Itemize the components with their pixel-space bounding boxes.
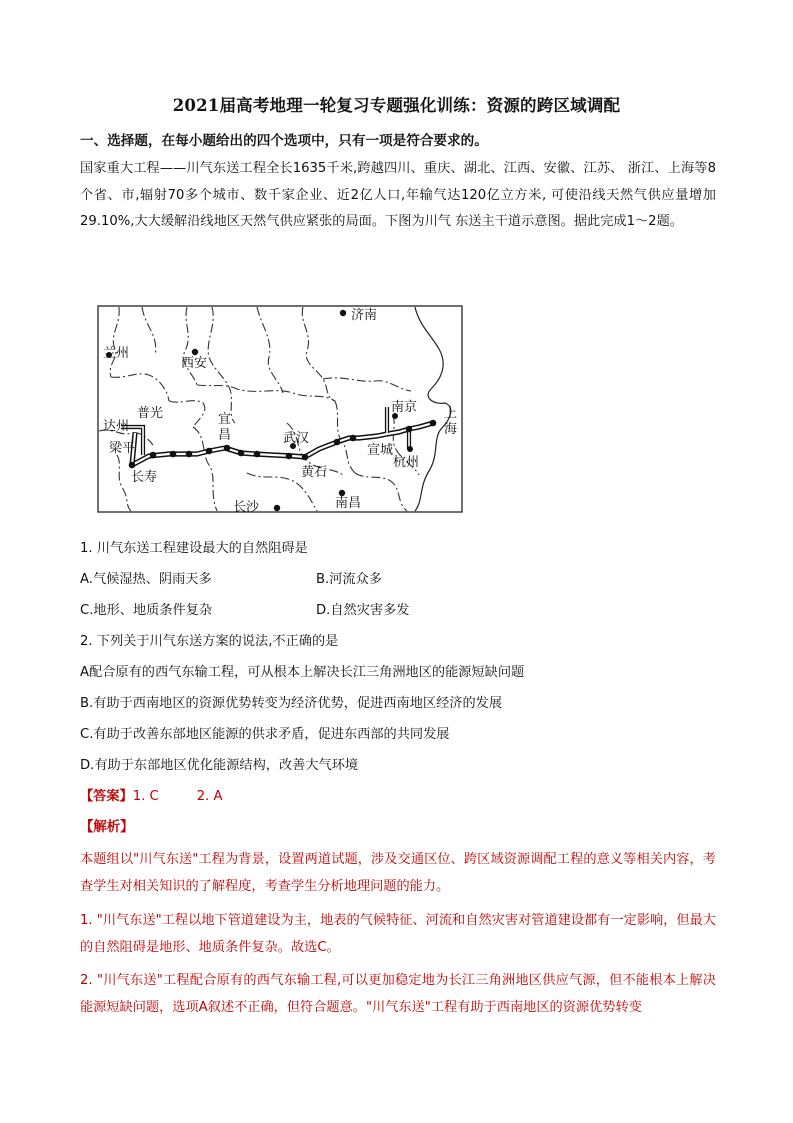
q1-option-a: A.气候湿热、阴雨天多 [80,572,212,587]
label-lanzhou: 兰州 [103,346,130,361]
label-dazhou: 达州 [103,419,130,434]
label-changshou: 长寿 [131,470,158,485]
label-xian: 西安 [181,356,208,371]
q1-option-d: D.自然灾害多发 [316,603,410,618]
answer-label: 【答案】 [80,789,133,804]
document-title: 2021届高考地理一轮复习专题强化训练：资源的跨区域调配 [172,96,621,115]
section-heading: 一、选择题，在每小题给出的四个选项中，只有一项是符合要求的。 [80,133,488,149]
label-yichang: 宜昌 [218,412,232,443]
station [406,426,413,433]
q2-option-a: A配合原有的西气东输工程，可从根本上解决长江三角洲地区的能源短缺问题 [80,665,525,680]
label-nanchang: 南昌 [335,496,362,511]
question-1-stem: 1. 川气东送工程建设最大的自然阻碍是 [80,541,308,556]
pipeline-map-svg [97,305,463,513]
q2-option-d: D.有助于东部地区优化能源结构，改善大气环境 [80,758,359,773]
answer-1: 1. C [132,789,159,804]
label-nanjing: 南京 [391,400,418,415]
station [150,452,157,459]
station [170,451,177,458]
q1-option-c: C.地形、地质条件复杂 [80,603,213,618]
station [334,439,341,446]
city-dot-jinan [340,310,346,316]
q2-option-b: B.有助于西南地区的资源优势转变为经济优势，促进西南地区经济的发展 [80,696,503,711]
station [350,435,357,442]
station-huangshi [302,454,309,461]
answer-line [80,785,223,804]
answer-2: 2. A [196,789,223,804]
label-shanghai: 上海 [444,406,458,437]
station [286,453,293,460]
label-xuancheng: 宣城 [367,443,394,458]
station [206,448,213,455]
station [254,451,261,458]
label-changsha: 长沙 [233,500,260,513]
analysis-intro: 本题组以"川气东送"工程为背景，设置两道试题，涉及交通区位、跨区域资源调配工程的意义等相关内容，考查学生对相关知识的了解程度，考查学生分析地理问题的能力。 [80,852,716,894]
intro-paragraph: 国家重大工程——川气东送工程全长1635千米,跨越四川、重庆、湖北、江西、安徽、江苏、 浙江、上海等8个省、市,辐射70多个城市、数千家企业、近2亿人口,年输气达120亿立方米, 可使沿线天然气供应量增加29.10%,大大缓解沿线地区天然气供应紧张的局面。下图为川气 东送主干道示意图。据此完成1～2题。 [80,161,716,229]
label-puguang: 普光 [137,406,164,421]
q1-option-b: B.河流众多 [316,572,382,587]
station [224,445,231,452]
station [238,450,245,457]
station-shanghai [430,420,437,427]
station [186,451,193,458]
question-2-stem: 2. 下列关于川气东送方案的说法,不正确的是 [80,634,339,649]
label-huangshi: 黄石 [301,465,328,480]
station-changshou [129,462,136,469]
city-dot-hangzhou [407,446,413,452]
analysis-q2: 2. "川气东送"工程配合原有的西气东输工程,可以更加稳定地为长江三角洲地区供应气源，但不能根本上解决能源短缺问题，选项A叙述不正确，但符合题意。"川气东送"工程有助于西南地区的资源优势转变 [80,973,716,1015]
analysis-q1: 1. "川气东送"工程以地下管道建设为主，地表的气候特征、河流和自然灾害对管道建设都有一定影响，但最大的自然阻碍是地形、地质条件复杂。故选C。 [80,913,716,955]
label-liangping: 梁平 [109,441,136,456]
label-jinan: 济南 [351,308,378,323]
pipeline-map [97,305,463,513]
q2-option-c: C.有助于改善东部地区能源的供求矛盾，促进东西部的共同发展 [80,727,450,742]
city-dot-xian [192,349,198,355]
label-wuhan: 武汉 [283,431,310,446]
analysis-label: 【解析】 [80,820,134,835]
label-hangzhou: 杭州 [393,455,420,470]
city-dot-changsha [274,505,280,511]
